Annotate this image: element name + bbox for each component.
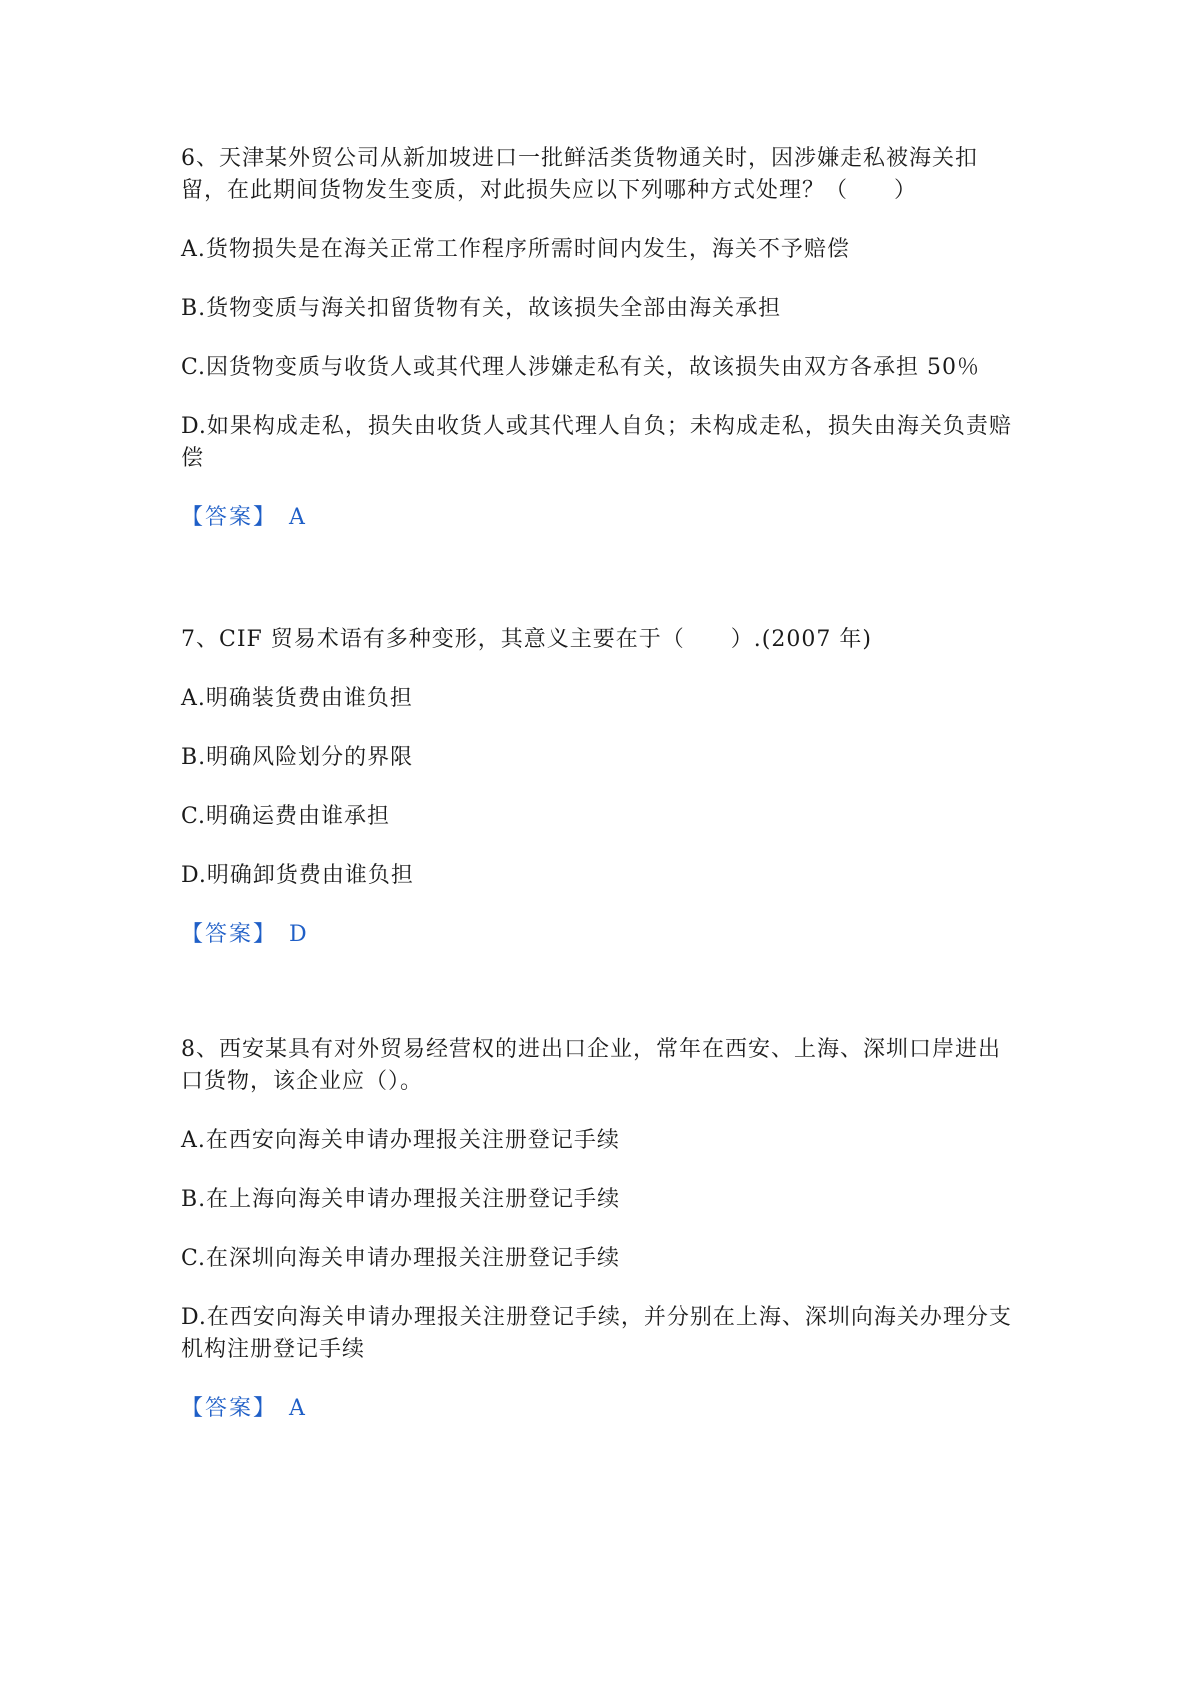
option-b: B.货物变质与海关扣留货物有关，故该损失全部由海关承担	[181, 296, 782, 321]
option-c: C.明确运费由谁承担	[181, 804, 391, 829]
answer-value: A	[289, 505, 305, 530]
question-7	[181, 624, 1021, 951]
answer-label: 【答案】	[181, 1396, 278, 1421]
option-d: D.如果构成走私，损失由收货人或其代理人自负；未构成走私，损失由海关负责赔偿	[181, 414, 1012, 471]
option-d: D.在西安向海关申请办理报关注册登记手续，并分别在上海、深圳向海关办理分支机构注册登记手续	[181, 1305, 1012, 1362]
answer-label: 【答案】	[181, 922, 278, 947]
option-a: A.明确装货费由谁负担	[181, 686, 413, 711]
option-a: A.在西安向海关申请办理报关注册登记手续	[181, 1128, 620, 1153]
question-6	[181, 143, 1021, 534]
option-c: C.因货物变质与收货人或其代理人涉嫌走私有关，故该损失由双方各承担 50％	[181, 355, 981, 380]
option-b: B.在上海向海关申请办理报关注册登记手续	[181, 1187, 621, 1212]
answer-line	[181, 502, 1021, 534]
answer-line	[181, 919, 1021, 951]
answer-label: 【答案】	[181, 505, 278, 530]
question-stem: 7、CIF 贸易术语有多种变形，其意义主要在于（ ）.(2007 年)	[181, 627, 872, 652]
question-8	[181, 1034, 1021, 1425]
option-c: C.在深圳向海关申请办理报关注册登记手续	[181, 1246, 621, 1271]
answer-value: A	[289, 1396, 305, 1421]
option-a: A.货物损失是在海关正常工作程序所需时间内发生，海关不予赔偿	[181, 237, 850, 262]
option-d: D.明确卸货费由谁负担	[181, 863, 414, 888]
answer-value: D	[289, 922, 307, 947]
question-stem: 6、天津某外贸公司从新加坡进口一批鲜活类货物通关时，因涉嫌走私被海关扣留，在此期间货物发生变质，对此损失应以下列哪种方式处理？（ ）	[181, 146, 978, 203]
option-b: B.明确风险划分的界限	[181, 745, 414, 770]
answer-line	[181, 1393, 1021, 1425]
question-stem: 8、西安某具有对外贸易经营权的进出口企业，常年在西安、上海、深圳口岸进出口货物，该企业应（）。	[181, 1037, 1001, 1094]
